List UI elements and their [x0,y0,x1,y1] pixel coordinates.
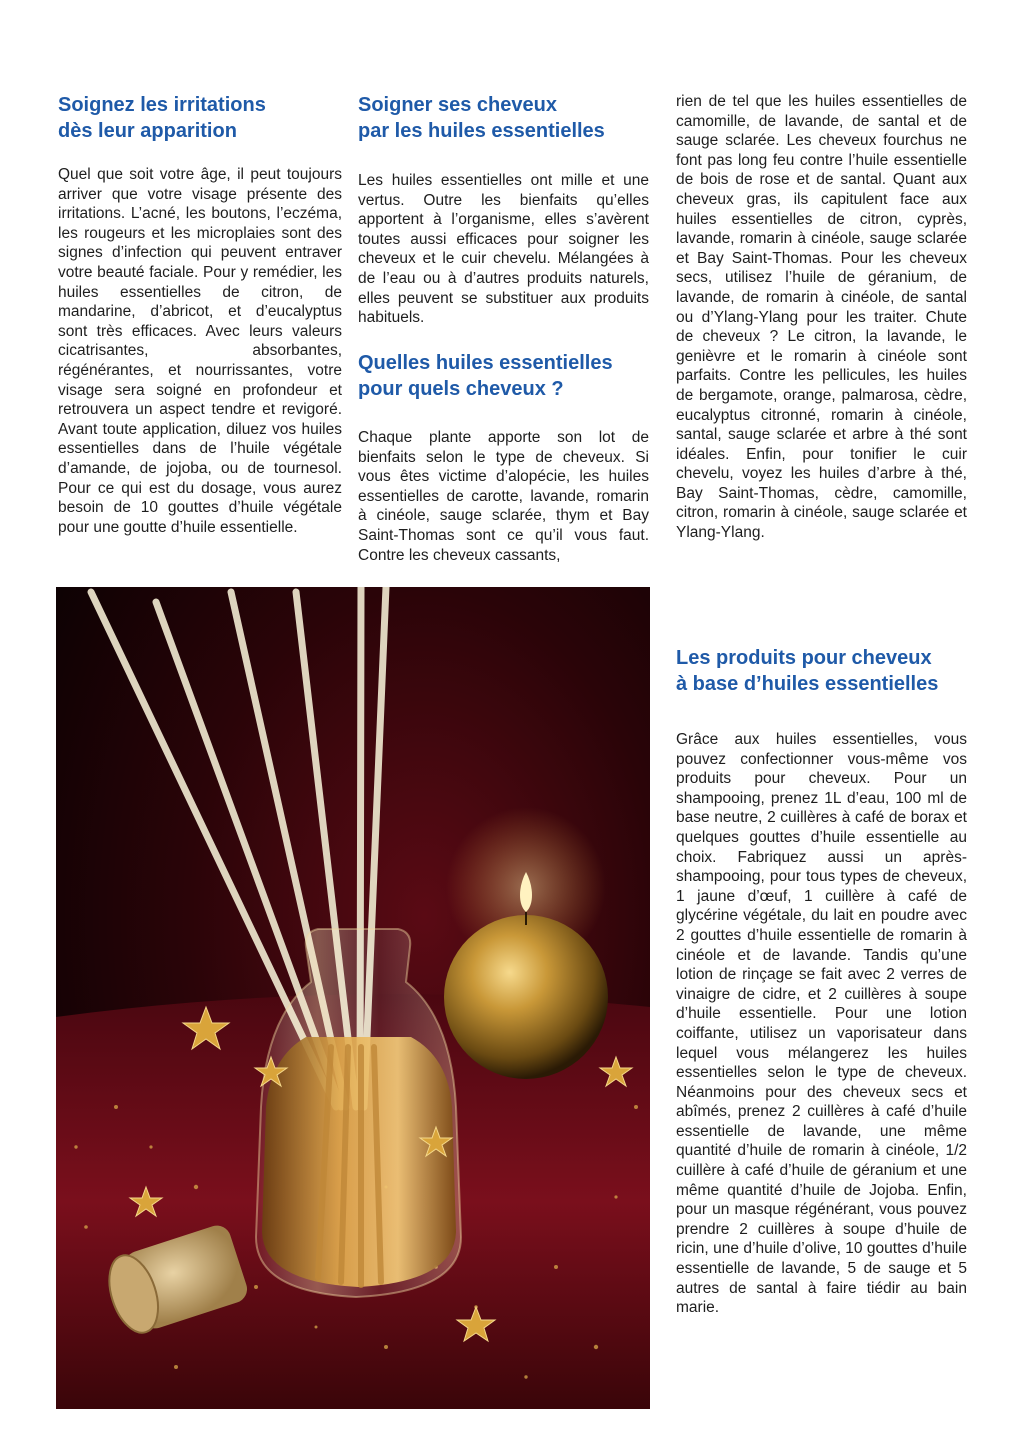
paragraph-soigner-cheveux: Les huiles essentielles ont mille et une vertus. Outre les bienfaits qu’elles apportent à l’organisme, elles s’avèrent toutes aussi efficaces pour soigner les cheveux et le cuir chevelu. Mélangées à de l’eau ou à d’autres produits naturels, elles peuvent se substituer aux produits habituels. [358,172,649,327]
heading-soigner-cheveux [358,92,638,144]
heading-line: Soignez les irritations [58,94,266,116]
paragraph-produits-cheveux: Grâce aux huiles essentielles, vous pouvez confectionner vous-même vos produits pour cheveux. Pour un shampooing, prenez 1L d’eau, 100 ml de base neutre, 2 cuillères à café de borax et quelques gouttes d’huile essentielle au choix. Fabriquez aussi un après-shampooing, pour tous types de cheveux, 1 jaune d’œuf, 1 cuillère à café de glycérine végétale, du lait en poudre avec 2 gouttes d’huile essentielle de romarin à cinéole et de lavande. Tandis qu’une lotion de rinçage se fait avec 2 verres de vinaigre de cidre, et 2 cuillères à soupe d’huile essentielle. Pour une lotion coiffante, utilisez un vaporisateur dans lequel vous mélangerez les huiles essentielles selon le type de cheveux. Néanmoins pour des cheveux secs et abîmés, prenez 2 cuillères à café d’huile essentielle de lavande, une même quantité d’huile de romarin à cinéole, 1/2 cuillère à café d’huile de géranium et une même quantité d’huile de Jojoba. Enfin, pour un masque régénérant, vous pouvez prendre 2 cuillères à soupe d’huile de ricin, une d’huile d’olive, 10 gouttes d’huile essentielle de lavande, 5 de sauge et 5 autres de santal à faire tiédir au bain marie. [676,731,967,1317]
heading-produits-cheveux [676,645,976,697]
heading-line: dès leur apparition [58,120,237,142]
heading-line: Soigner ses cheveux [358,94,557,116]
paragraph-irritations: Quel que soit votre âge, il peut toujours arriver que votre visage présente des irritations. L’acné, les boutons, l’eczéma, les rougeurs et les microplaies sont des signes d’infection qui peuvent entraver votre beauté faciale. Pour y remédier, les huiles essentielles de citron, de mandarine, d’abricot, et d’eucalyptus sont très efficaces. Avec leurs valeurs cicatrisantes, absorbantes, régénérantes, et nourrissantes, votre visage sera soigné en profondeur et retrouvera un aspect tendre et revigoré. Avant toute application, diluez vos huiles essentielles dans de l’huile végétale d’amande, de jojoba, ou de tournesol. Pour ce qui est du dosage, vous aurez besoin de 10 gouttes d’huile végétale pour une goutte d’huile essentielle. [58,166,342,536]
paragraph-cheveux-continued: rien de tel que les huiles essentielles de camomille, de lavande, de santal et de sauge sclarée. Les cheveux fourchus ne font pas long feu contre l’huile essentielle de bois de rose et de santal. Quant aux cheveux gras, ils capitulent face aux huiles essentielles de citron, cyprès, lavande, romarin à cinéole, sauge sclarée et Bay Saint-Thomas. Pour les cheveux secs, utilisez l’huile de géranium, de lavande, de romarin à cinéole, de santal ou d’Ylang-Ylang pour les traiter. Chute de cheveux ? Le citron, la lavande, le genièvre et le romarin à cinéole sont parfaits. Contre les pellicules, les huiles de bergamote, orange, palmarosa, cèdre, eucalyptus citronné, romarin à cinéole, santal, sauge sclarée et arbre à thé sont idéales. Enfin, pour tonifier le cuir chevelu, voyez les huiles d’arbre à thé, Bay Saint-Thomas, cèdre, camomille, citron, romarin à cinéole, sauge sclarée et Ylang-Ylang. [676,93,967,542]
heading-line: par les huiles essentielles [358,120,605,142]
heading-irritations [58,92,318,144]
heading-line: Quelles huiles essentielles [358,352,613,374]
heading-line: à base d’huiles essentielles [676,673,939,695]
paragraph-quelles-huiles: Chaque plante apporte son lot de bienfaits selon le type de cheveux. Si vous êtes victime d’alopécie, les huiles essentielles de carotte, lavande, romarin à cinéole, sauge sclarée, thym et Bay Saint-Thomas sont ce qu’il vous faut. Contre les cheveux cassants, [358,429,649,564]
heading-quelles-huiles [358,350,638,402]
heading-line: pour quels cheveux ? [358,378,564,400]
heading-line: Les produits pour cheveux [676,647,932,669]
diffuser-candle-photo [56,587,650,1409]
